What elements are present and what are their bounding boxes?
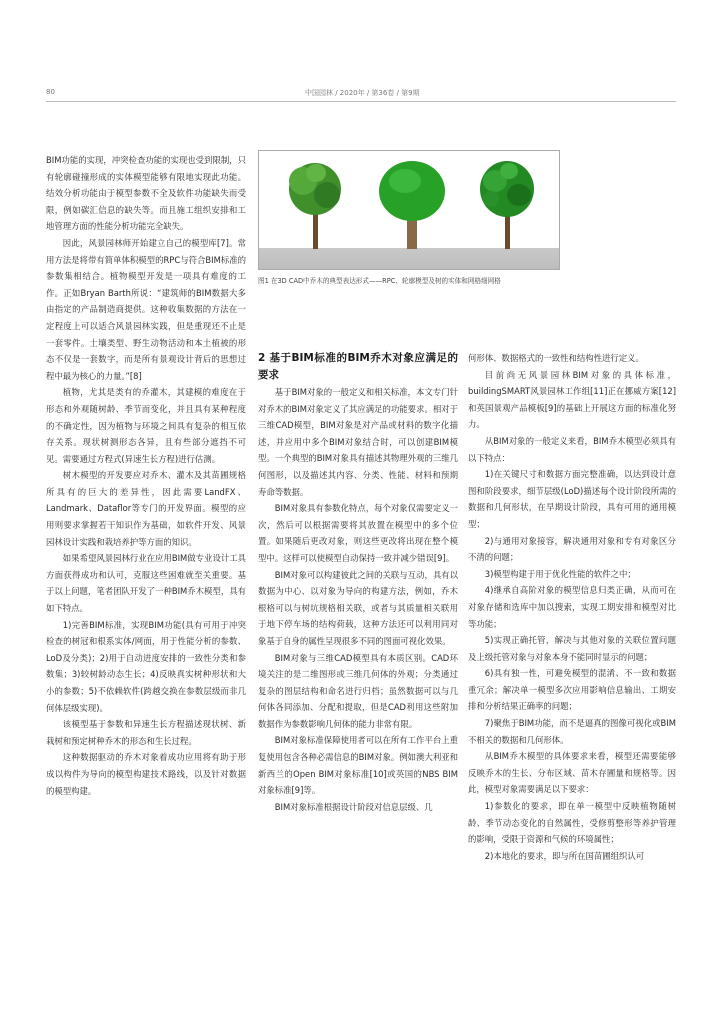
paragraph: 该模型基于参数和异速生长方程描述现状树、新栽树和预定树种乔木的形态和生长过程。 (46, 719, 246, 746)
mesh-tree-model (480, 161, 534, 249)
left-column (46, 152, 246, 799)
paragraph: 这种数据驱动的乔木对象着成功应用将有助于形成以构件为导向的模型构建技术路线，以及针对数据的模型构建。 (46, 752, 246, 796)
paragraph: 3)模型构建于用于优化性能的软件之中； (484, 568, 636, 579)
paragraph: 2)本地化的要求，即与所在国苗圃组织认可 (484, 850, 645, 861)
paragraph: BIM对象与三维CAD模型具有本质区别。CAD环境关注的是二维图形或三维几何体的外观；分类通过复杂的图层结构和命名进行归档；虽然数据可以与几何体各同添加、分配和提取，但是CAD利用这些附加数据作为参数影响几何体的能力非常有限。 (258, 652, 458, 729)
paragraph: BIM对象可以构建彼此之间的关联与互动，具有以数据为中心、以对象为导向的构建方法，例如，乔木根格可以与树坑规格相关联，或者与其质量相关联用于地下停车场的结构荷载，这种方法还可以利用同对象基于自身的属性呈现很多不同的图面可视化效果。 (258, 569, 458, 646)
paragraph: 如果希望风景园林行业在应用BIM做专业设计工具方面获得成功和认可，克服这些困难就至关重要。基于以上问题，笔者团队开发了一种BIM乔木模型，具有如下特点。 (46, 553, 246, 614)
header-rule (46, 101, 676, 102)
paragraph: 何形体、数据格式的一致性和结构性进行定义。 (468, 353, 644, 363)
paragraph: BIM对象标准根据设计阶段对信息层级、几 (274, 801, 433, 812)
right-column (468, 350, 676, 864)
middle-column (258, 350, 458, 815)
paragraph: 基于BIM对象的一般定义和相关标准，本文专门针对乔木的BIM对象定义了其应满足的功能要求。相对于三维CAD模型，BIM对象是对产品或材料的数字化描述，并应用中多个BIM对象结合时，可以创建BIM模型。一个典型的BIM对象具有描述其物理外观的三维几何图形，以及描述其内容、分类、性能、材料和预期寿命等数据。 (258, 387, 458, 497)
paragraph: 1)完善BIM标准，实现BIM功能(具有可用于冲突检查的树冠和根系实体/网面，用于性能分析的参数、LoD及分类)；2)用于自动进度安排的一致性分类和参数集；3)较树龄动态生长；4)反映真实树种形状和大小的参数；5)不依赖软件(跨越交换在参数层级而非几何体层级实现)。 (46, 619, 246, 713)
paragraph: 4)继承自高阶对象的模型信息归类正确，从而可在对象存储和选库中加以搜索，实现工期安排和模型对比等功能； (468, 585, 676, 629)
paragraph: 1)参数化的要求，即在单一模型中反映植物随树龄、季节动态变化的自然属性，受修剪整形等养护管理的影响，受限于资源和气候的环境属性； (468, 801, 676, 845)
paragraph: 树木模型的开发要应对乔木、灌木及其苗圃规格所具有的巨大的差异性，因此需要LandFX、Landmark、Dataflor等专门的开发界面。模型的应用则要求掌握若干知识作为基础，如软件开发、风景园林设计实践和栽培养护等方面的知识。 (46, 470, 246, 547)
tree-illustrations (259, 151, 559, 269)
paragraph: 1)在关键尺寸和数据方面完整准确，以达到设计意图和阶段要求，细节层级(LoD)描述每个设计阶段所需的数据和几何形状，在早期设计阶段，具有可用的通用模型； (468, 469, 676, 529)
figure-tree-models (258, 150, 560, 270)
running-header: 中国园林 / 2020年 / 第36卷 / 第9期 (305, 89, 420, 97)
rpc-tree-image (289, 163, 341, 249)
envelope-tree-model (379, 161, 445, 249)
paragraph: 5)实现正确托管，解决与其他对象的关联位置问题及上级托管对象与对象本身不能同时显示的问题； (468, 635, 676, 662)
paragraph: 从BIM对象的一般定义来看，BIM乔木模型必须具有以下特点： (468, 435, 676, 463)
paragraph: 7)聚焦于BIM功能，而不是逼真的图像可视化或BIM不相关的数据和几何形体。 (468, 718, 676, 745)
paragraph: BIM对象具有参数化特点，每个对象仅需要定义一次，然后可以根据需要将其放置在模型中的多个位置。如果随后更改对象，则这些更改将出现在整个模型中。这样可以使模型自动保持一致并减少错误[9]。 (258, 503, 458, 563)
section-heading: 2 基于BIM标准的BIM乔木对象应满足的要求 (258, 352, 458, 381)
paragraph: 因此，风景园林师开始建立自己的模型库[7]。常用方法是将带有简单体积模型的RPC与符合BIM标准的参数集相结合。植物模型开发是一项具有难度的工作。正如Bryan Barth所说：“建筑师的BIM数据大多由指定的产品制造商提供。这种收集数据的方法在一定程度上可以适合风景园林实践，但是重现还不止是一套零件。土壤类型、野生动物活动和本土植被的形态不仅是一套数字，而是所有景观设计背后的思想过程中最为核心的力量。”[8] (46, 237, 246, 381)
paragraph: BIM对象标准保障使用者可以在所有工作平台上重复使用包含各种必需信息的BIM对象。例如澳大利亚和新西兰的Open BIM对象标准[10]或英国的NBS BIM对象标准[9]等。 (258, 735, 458, 796)
figure-caption: 图1 在3D CAD中乔木的典型表达形式——RPC、轮廓模型及树的实体和网格细网格 (258, 277, 501, 285)
paragraph: 6)具有独一性，可避免模型的混淆、不一致和数据重冗余；解决单一模型多次应用影响信息输出、工期安排和分析结果正确率的问题； (468, 668, 676, 712)
paragraph: 植物，尤其是类有的乔灌木，其建模的难度在于形态和外观随树龄、季节而变化，并且具有某种程度的不确定性，因为植物与环境之间具有复杂的相互依存关系。现状树测形态各异，且有些部分遮挡不可见。需要通过方程式(异速生长方程)进行估测。 (46, 387, 246, 464)
paragraph: 从BIM乔木模型的具体要求来看，模型还需要能够反映乔木的生长、分布区域、苗木存圃量和规格等。因此，模型对象需要满足以下要求： (468, 751, 676, 795)
paragraph: 目前尚无风景园林BIM对象的具体标准，buildingSMART风景园林工作组[11]正在挪威方案[12]和英国景观产品模板[9]的基础上开展这方面的标准化努力。 (468, 369, 676, 430)
page-number: 80 (46, 88, 55, 96)
paragraph: 2)与通用对象接容，解决通用对象和专有对象区分不清的问题； (468, 535, 676, 563)
paragraph: BIM功能的实现，冲突检查功能的实现也受到限制，只有轮廓碰撞形成的实体模型能够有限地实现此功能。结效分析功能由于模型参数不全及软件功能缺失而受限，例如碳汇信息的缺失等。而且施工组织安排和工地管理方面的性能分析功能完全缺失。 (46, 155, 246, 232)
